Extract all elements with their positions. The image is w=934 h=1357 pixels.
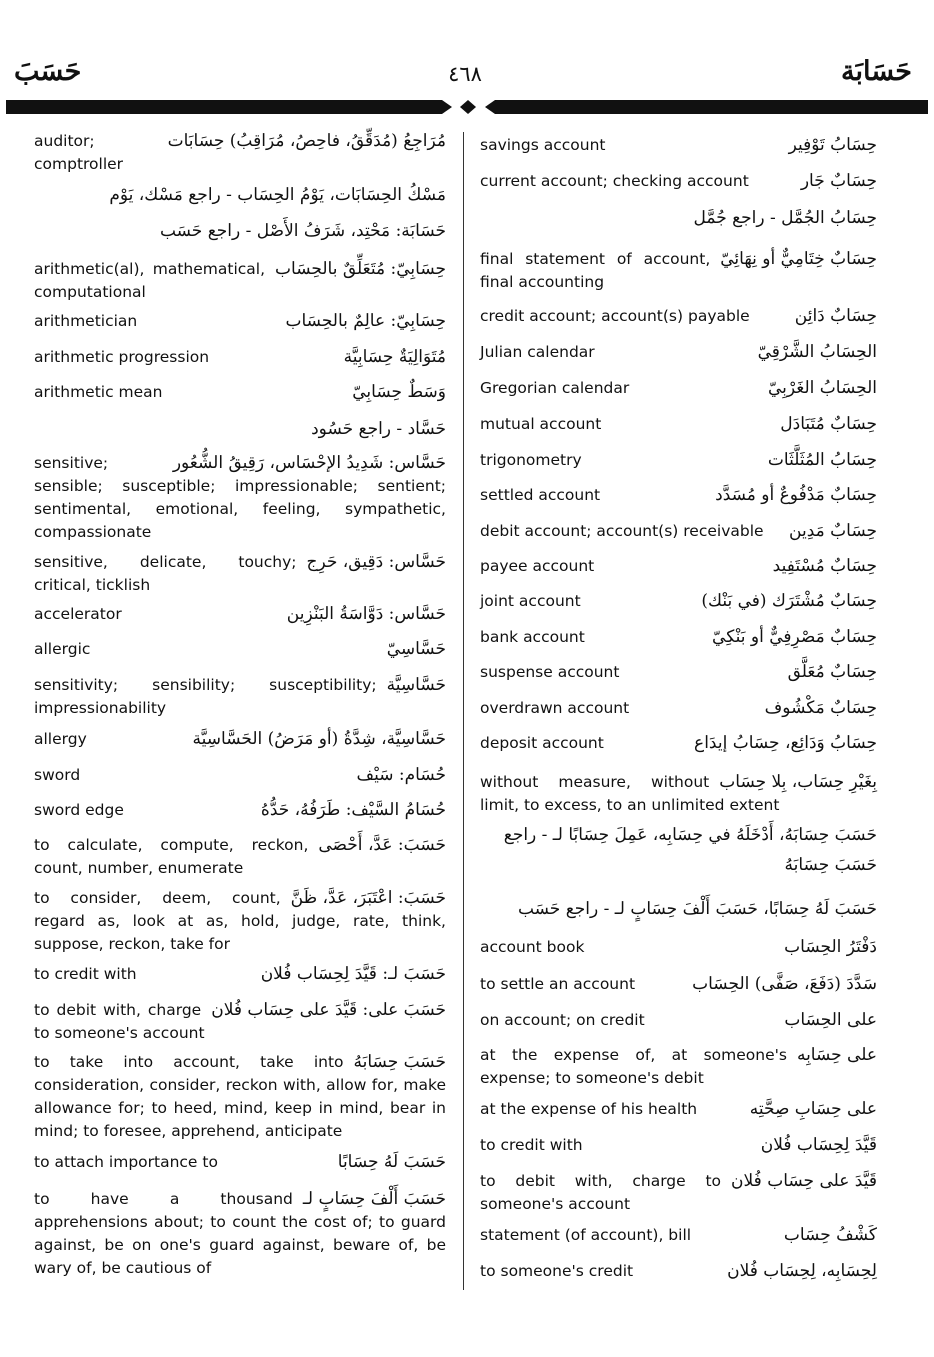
entry-english-gloss: credit account; account(s) payable (480, 307, 750, 325)
dictionary-entry (480, 771, 877, 817)
entry-english-gloss: arithmetic(al), mathematical, computational (34, 260, 266, 301)
entry-english-gloss: allergic (34, 640, 91, 658)
entry-arabic-term: الحِسَابُ الشَّرْقِيّ (757, 342, 877, 362)
page-number: ٤٦٨ (448, 62, 482, 86)
entry-english-gloss: at the expense of, at someone's expense; to someone's debit (480, 1046, 787, 1087)
dictionary-entry (34, 764, 446, 787)
entry-english-gloss: sword edge (34, 801, 124, 819)
arabic-crossref-line: مَسْكُ الحِسَابَات، يَوْمُ الحِسَاب - راجع مَسْك، يَوْم (109, 185, 446, 205)
arabic-crossref-line: حَسَّاد - راجع حَسُود (311, 419, 446, 439)
dictionary-entry (480, 1224, 877, 1247)
entry-english-gloss: current account; checking account (480, 172, 749, 190)
entry-english-gloss: accelerator (34, 605, 122, 623)
entry-english-gloss: Julian calendar (480, 343, 595, 361)
entry-english-gloss: mutual account (480, 415, 602, 433)
entry-arabic-term: حِسَابٌ دَائِن (794, 306, 877, 326)
dictionary-entry (34, 834, 446, 880)
entry-english-gloss: to calculate, compute, reckon, count, number, enumerate (34, 836, 309, 877)
dictionary-entry (34, 551, 446, 597)
entry-english-gloss: to debit with, charge to someone's account (480, 1172, 722, 1213)
entry-arabic-term: حَسَبَ حِسَابَهُ (353, 1052, 446, 1072)
entry-arabic-term: حَسَّاس: شَدِيدُ الإحْسَاس، رَقِيقُ الشُّعُور (172, 453, 446, 473)
dictionary-entry (480, 1044, 877, 1090)
dictionary-entry (34, 310, 446, 333)
entry-english-gloss: payee account (480, 557, 595, 575)
header-right-word: حَسَابَة (841, 56, 912, 87)
entry-english-gloss: statement (of account), bill (480, 1226, 692, 1244)
dictionary-entry (34, 887, 446, 956)
dictionary-entry (480, 936, 877, 959)
entry-arabic-term: حِسَابٌ جَار (800, 171, 877, 191)
entry-arabic-term: دَفْتَرُ الحِسَاب (784, 937, 877, 957)
entry-arabic-term: حِسَابٌ مَصْرِفِيٌّ أو بَنْكِيّ (712, 627, 877, 647)
entry-english-gloss: to settle an account (480, 975, 636, 993)
entry-arabic-term: بِغَيْرِ حِسَاب، بِلا حِسَاب (719, 772, 877, 792)
dictionary-entry (480, 697, 877, 720)
entry-english-gloss: allergy (34, 730, 87, 748)
entry-english-gloss: Gregorian calendar (480, 379, 630, 397)
arabic-crossref-line: حَسَبَ حِسَابَهُ، أَدْخَلَهُ في حِسَابِه، عَمِلَ حِسَابًا لـ - راجع (503, 825, 877, 845)
entry-english-gloss: bank account (480, 628, 585, 646)
arabic-crossref-line: حَسَابَة: مَحْتِد، شَرَفُ الأَصْل - راجع حَسَب (159, 221, 446, 241)
entry-arabic-term: الحِسَابُ الغَرْبِيّ (767, 378, 877, 398)
entry-arabic-term: حَسَّاسِيّ (386, 639, 446, 659)
dictionary-entry (34, 452, 446, 544)
dictionary-entry (34, 999, 446, 1045)
dictionary-entry (480, 413, 877, 436)
entry-arabic-term: مُرَاجِعُ (مُدَقِّقُ، فاحِصُ، مُرَاقِبُ) حِسَابَات (167, 131, 446, 151)
entry-arabic-term: حَسَبَ على: قَيَّدَ على حِسَاب فُلان (211, 1000, 446, 1020)
dictionary-entry (480, 134, 877, 157)
dictionary-entry (34, 1188, 446, 1280)
entry-english-gloss: to attach importance to (34, 1153, 218, 1171)
arabic-crossref-line: حِسَابُ الجُمَّل - راجع جُمَّل (693, 208, 877, 228)
entry-arabic-term: حِسَابٌ خِتَامِيٌّ أو نِهَائِيّ (720, 249, 877, 269)
entry-english-gloss: suspense account (480, 663, 620, 681)
dictionary-entry (34, 381, 446, 404)
entry-arabic-term: حَسَبَ لـ: قَيَّدَ لِحِسَاب فُلان (260, 964, 446, 984)
dictionary-entry (480, 626, 877, 649)
entry-english-gloss: on account; on credit (480, 1011, 645, 1029)
entry-arabic-term: لِحِسَابِه، لِحِسَاب فُلان (727, 1261, 877, 1281)
dictionary-entry (480, 1170, 877, 1216)
dictionary-entry (34, 799, 446, 822)
dictionary-entry (34, 603, 446, 626)
entry-arabic-term: على حِسَابِ صِحَّتِه (749, 1099, 877, 1119)
entry-english-gloss: arithmetician (34, 312, 138, 330)
dictionary-entry (480, 377, 877, 400)
header-left-word: حَسَبَ (14, 56, 82, 87)
entry-arabic-term: حَسَّاس: دَقِيق، حَرِج (306, 552, 446, 572)
entry-english-gloss: account book (480, 938, 585, 956)
dictionary-entry (480, 449, 877, 472)
entry-english-gloss: to credit with (480, 1136, 583, 1154)
dictionary-entry (480, 305, 877, 328)
entry-arabic-term: حَسَّاسِيَّة، شِدَّةُ (أو مَرَضُ) الحَسَّاسِيَّة (192, 729, 446, 749)
entry-english-gloss: deposit account (480, 734, 604, 752)
dictionary-entry (480, 973, 877, 996)
entry-english-gloss: to someone's credit (480, 1262, 634, 1280)
dictionary-entry (480, 732, 877, 755)
entry-english-gloss: savings account (480, 136, 606, 154)
entry-english-gloss: debit account; account(s) receivable (480, 522, 764, 540)
dictionary-entry (34, 346, 446, 369)
entry-arabic-term: حَسَبَ لَهُ حِسَابًا (337, 1152, 446, 1172)
entry-arabic-term: حَسَّاس: دَوَّاسَةُ البَنْزِين (286, 604, 446, 624)
dictionary-entry (480, 1260, 877, 1283)
entry-english-gloss: final statement of account, final accounting (480, 250, 711, 291)
dictionary-entry (34, 130, 446, 176)
dictionary-entry (34, 258, 446, 304)
entry-english-gloss: to consider, deem, count, regard as, look at as, hold, judge, rate, think, suppose, reckon, take for (34, 889, 446, 953)
entry-arabic-term: حِسَابٌ مَكْشُوف (764, 698, 877, 718)
dictionary-entry (480, 248, 877, 294)
dictionary-entry (480, 1098, 877, 1121)
entry-english-gloss: without measure, without limit, to excess, to an unlimited extent (480, 773, 780, 814)
dictionary-entry (34, 638, 446, 661)
entry-arabic-term: قَيَّدَ على حِسَاب فُلان (731, 1171, 877, 1191)
entry-english-gloss: sensitivity; sensibility; susceptibility; impressionability (34, 676, 377, 717)
entry-english-gloss: settled account (480, 486, 601, 504)
arabic-crossref-line: حَسَبَ لَهُ حِسَابًا، حَسَبَ أَلْفَ حِسَابٍ لـ - راجع حَسَب (517, 899, 877, 919)
entry-english-gloss: sword (34, 766, 81, 784)
dictionary-entry (480, 661, 877, 684)
entry-english-gloss: trigonometry (480, 451, 582, 469)
entry-english-gloss: sensitive, delicate, touchy; critical, ticklish (34, 553, 297, 594)
entry-arabic-term: حِسَابُ تَوْفِير (788, 135, 877, 155)
entry-arabic-term: سَدَّدَ (دَفَعَ، صَفَّى) الحِسَاب (692, 974, 877, 994)
entry-english-gloss: to debit with, charge to someone's account (34, 1001, 205, 1042)
entry-arabic-term: حِسَابٌ مُشْتَرَك (في بَنْك) (701, 591, 877, 611)
entry-english-gloss: to take into account, take into consideration, consider, reckon with, allow for, make allowance for; to heed, mind, keep in mind, bear in mind; to foresee, apprehend, anticipate (34, 1053, 446, 1140)
column-divider (463, 132, 464, 1290)
entry-english-gloss: at the expense of his health (480, 1100, 698, 1118)
entry-arabic-term: حُسَامُ السَّيْف: طَرَفُهُ، حَدُّهُ (260, 800, 446, 820)
entry-arabic-term: حَسَبَ: عَدَّ، أَحْصَى (318, 835, 446, 855)
dictionary-entry (480, 170, 877, 193)
entry-english-gloss: joint account (480, 592, 581, 610)
dictionary-entry (480, 484, 877, 507)
entry-arabic-term: على الحِسَاب (784, 1010, 877, 1030)
dictionary-entry (34, 674, 446, 720)
entry-arabic-term: على حِسَابِه (796, 1045, 877, 1065)
entry-arabic-term: حُسَام: سَيْف (356, 765, 446, 785)
entry-english-gloss: to credit with (34, 965, 137, 983)
dictionary-entry (480, 555, 877, 578)
entry-arabic-term: حِسَابٌ مُعَلَّق (787, 662, 877, 682)
entry-arabic-term: كَشْفُ حِسَاب (783, 1225, 877, 1245)
entry-arabic-term: حِسَابُ المُثَلَّثَات (767, 450, 877, 470)
entry-arabic-term: حَسَبَ: اعْتَبَرَ، عَدَّ، ظَنَّ (290, 888, 446, 908)
entry-arabic-term: وَسَطٌ حِسَابِيّ (352, 382, 446, 402)
entry-english-gloss: sensitive; sensible; susceptible; impressionable; sentient; sentimental, emotional, feeling, sympathetic, compassionate (34, 454, 446, 541)
entry-arabic-term: مُتَوَالِيَةٌ حِسَابِيَّة (343, 347, 446, 367)
dictionary-entry (34, 728, 446, 751)
dictionary-entry (480, 1134, 877, 1157)
entry-english-gloss: arithmetic mean (34, 383, 163, 401)
dictionary-entry (480, 1009, 877, 1032)
dictionary-entry (34, 1051, 446, 1143)
entry-english-gloss: overdrawn account (480, 699, 630, 717)
entry-english-gloss: auditor; comptroller (34, 132, 124, 173)
entry-arabic-term: قَيَّدَ لِحِسَاب فُلان (760, 1135, 877, 1155)
arabic-crossref-line: حَسَبَ حِسَابَهُ (784, 855, 877, 875)
entry-arabic-term: حِسَابِيّ: مُتَعَلِّقٌ بالحِسَاب (275, 259, 446, 279)
entry-arabic-term: حِسَابٌ مُسْتَفِيد (772, 556, 877, 576)
entry-arabic-term: حَسَبَ أَلْفَ حِسَابٍ لـ (302, 1189, 446, 1209)
entry-arabic-term: حِسَابِيّ: عالِمٌ بالحِسَاب (285, 311, 446, 331)
dictionary-entry (480, 590, 877, 613)
dictionary-entry (480, 341, 877, 364)
entry-english-gloss: arithmetic progression (34, 348, 210, 366)
dictionary-entry (34, 963, 446, 986)
entry-arabic-term: حِسَابٌ مَدْفُوعٌ أو مُسَدَّد (715, 485, 877, 505)
header-rule (0, 92, 934, 122)
entry-arabic-term: حِسَابُ وَدَائِع، حِسَابُ إيدَاع (694, 733, 877, 753)
dictionary-entry (480, 520, 877, 543)
dictionary-entry (34, 1151, 446, 1174)
entry-arabic-term: حِسَابٌ مُتَبَادَل (780, 414, 877, 434)
entry-english-gloss: to have a thousand apprehensions about; to count the cost of; to guard against, be on one's guard against, beware of, be wary of, be cautious of (34, 1190, 446, 1277)
entry-arabic-term: حَسَّاسِيَّة (386, 675, 446, 695)
entry-arabic-term: حِسَابٌ مَدِين (789, 521, 877, 541)
